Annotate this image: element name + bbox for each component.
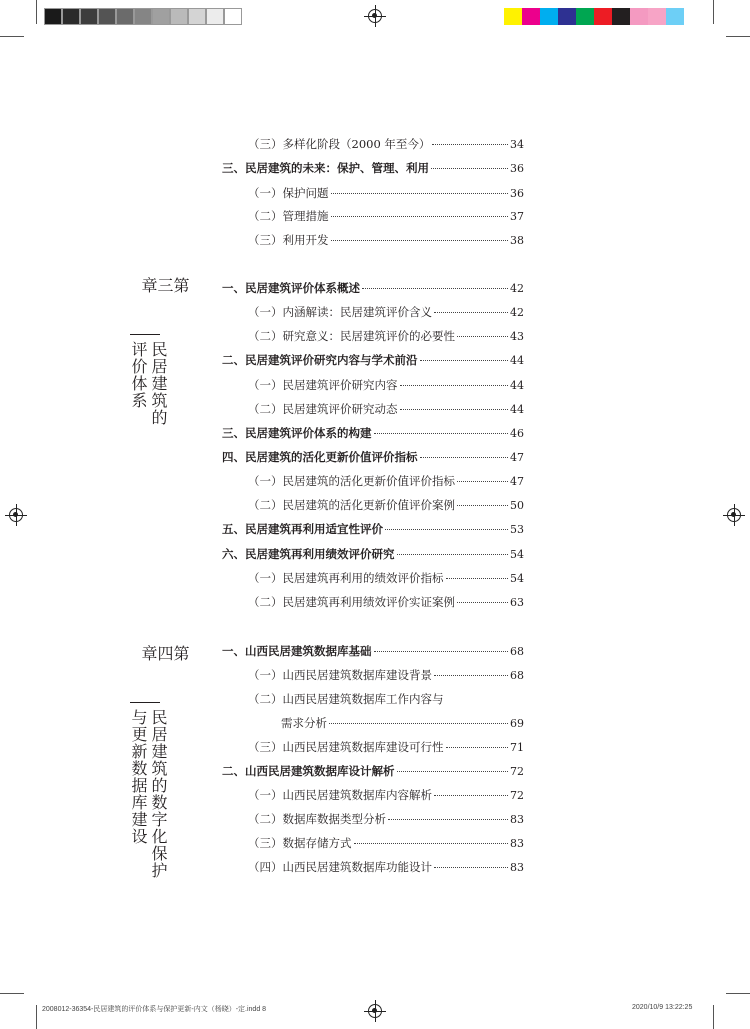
crop-mark: [36, 1005, 37, 1029]
toc-page-number: 63: [510, 596, 524, 609]
registration-mark-right: [727, 508, 741, 522]
color-swatch: [630, 8, 648, 25]
dot-leader: [362, 288, 508, 289]
gray-swatch: [44, 8, 62, 25]
toc-subsection-entry: [248, 594, 524, 610]
footer-timestamp: 2020/10/9 13:22:25: [632, 1004, 693, 1011]
toc-page-number: 37: [510, 210, 524, 223]
color-swatch: [522, 8, 540, 25]
dot-leader: [457, 505, 508, 506]
toc-subsection-entry: [248, 835, 524, 851]
dot-leader: [446, 747, 509, 748]
toc-entry-title: （四）山西民居建筑数据库功能设计: [248, 860, 432, 874]
toc-page-number: 44: [510, 403, 524, 416]
toc-subsection-entry: [248, 811, 524, 827]
toc-entry-title: （二）民居建筑再利用绩效评价实证案例: [248, 595, 455, 609]
toc-entry-title: （二）数据库数据类型分析: [248, 812, 386, 826]
toc-section-entry: [222, 280, 524, 296]
toc-section-entry: [222, 449, 524, 465]
color-swatch: [540, 8, 558, 25]
toc-page-number: 36: [510, 187, 524, 200]
dot-leader: [388, 819, 508, 820]
toc-subsection-entry: [248, 691, 524, 707]
crop-mark: [713, 0, 714, 24]
toc-page-number: 44: [510, 379, 524, 392]
dot-leader: [420, 457, 509, 458]
chapter-number: 第四章: [139, 645, 190, 663]
dot-leader: [457, 481, 508, 482]
gray-swatch: [134, 8, 152, 25]
toc-entry-title: （二）民居建筑评价研究动态: [248, 402, 398, 416]
crop-mark: [726, 36, 750, 37]
toc-subsection-entry: [281, 715, 524, 731]
toc-entry-title: （一）保护问题: [248, 186, 329, 200]
chapter-number: 第三章: [139, 277, 190, 295]
dot-leader: [374, 433, 509, 434]
toc-page-number: 34: [510, 138, 524, 151]
dot-leader: [397, 771, 509, 772]
toc-entry-title: （一）民居建筑评价研究内容: [248, 378, 398, 392]
dot-leader: [434, 675, 508, 676]
toc-subsection-entry: [248, 136, 524, 152]
toc-page-number: 43: [510, 330, 524, 343]
dot-leader: [385, 529, 508, 530]
chapter-title-line: 民居建筑的数字化保护: [149, 709, 168, 879]
toc-page-number: 50: [510, 499, 524, 512]
toc-page-number: 42: [510, 282, 524, 295]
toc-page-number: 72: [510, 765, 524, 778]
toc-subsection-entry: [248, 570, 524, 586]
gray-swatch: [224, 8, 242, 25]
chapter-title-line: 与更新数据库建设: [129, 709, 148, 845]
toc-page-number: 38: [510, 234, 524, 247]
toc-entry-title: 二、山西民居建筑数据库设计解析: [222, 764, 395, 778]
chapter-title-line: 民居建筑的: [149, 341, 168, 426]
toc-page-number: 83: [510, 861, 524, 874]
color-swatch: [648, 8, 666, 25]
toc-subsection-entry: [248, 185, 524, 201]
toc-section-entry: [222, 546, 524, 562]
toc-entry-title: （三）数据存储方式: [248, 836, 352, 850]
toc-section-entry: [222, 160, 524, 176]
toc-entry-title: （一）民居建筑的活化更新价值评价指标: [248, 474, 455, 488]
color-swatch: [684, 8, 702, 25]
color-calibration-bar: [504, 8, 702, 25]
toc-page-number: 54: [510, 572, 524, 585]
color-swatch: [576, 8, 594, 25]
toc-entry-title: （一）山西民居建筑数据库建设背景: [248, 668, 432, 682]
chapter-divider: [130, 702, 160, 703]
color-swatch: [612, 8, 630, 25]
toc-subsection-entry: [248, 232, 524, 248]
toc-subsection-entry: [248, 208, 524, 224]
chapter-title-line: 评价体系: [129, 341, 148, 409]
dot-leader: [434, 867, 508, 868]
toc-entry-title: 三、民居建筑评价体系的构建: [222, 426, 372, 440]
crop-mark: [36, 0, 37, 24]
toc-entry-title: （三）利用开发: [248, 233, 329, 247]
toc-subsection-entry: [248, 739, 524, 755]
toc-entry-title: 六、民居建筑再利用绩效评价研究: [222, 547, 395, 561]
toc-section-entry: [222, 425, 524, 441]
toc-entry-title: （一）山西民居建筑数据库内容解析: [248, 788, 432, 802]
crop-mark: [726, 993, 750, 994]
toc-page-number: 42: [510, 306, 524, 319]
toc-page-number: 47: [510, 475, 524, 488]
toc-page-number: 71: [510, 741, 524, 754]
dot-leader: [331, 193, 509, 194]
toc-subsection-entry: [248, 497, 524, 513]
dot-leader: [397, 554, 509, 555]
color-swatch: [594, 8, 612, 25]
dot-leader: [400, 385, 509, 386]
toc-page-number: 47: [510, 451, 524, 464]
dot-leader: [374, 651, 509, 652]
gray-swatch: [188, 8, 206, 25]
registration-mark-bottom: [368, 1004, 382, 1018]
toc-page-number: 36: [510, 162, 524, 175]
toc-entry-title: 四、民居建筑的活化更新价值评价指标: [222, 450, 418, 464]
dot-leader: [331, 240, 509, 241]
toc-page-number: 53: [510, 523, 524, 536]
gray-swatch: [170, 8, 188, 25]
toc-subsection-entry: [248, 401, 524, 417]
toc-page-number: 54: [510, 548, 524, 561]
toc-entry-title: （二）研究意义：民居建筑评价的必要性: [248, 329, 455, 343]
crop-mark: [0, 993, 24, 994]
gray-swatch: [152, 8, 170, 25]
toc-entry-title: （一）民居建筑再利用的绩效评价指标: [248, 571, 444, 585]
toc-page-number: 69: [510, 717, 524, 730]
footer-file-info: 2008012-36354-民居建筑的评价体系与保护更新-内文（杨晓）-定.indd 8: [42, 1006, 267, 1013]
toc-subsection-entry: [248, 473, 524, 489]
dot-leader: [420, 360, 509, 361]
dot-leader: [446, 578, 509, 579]
toc-entry-title: （二）管理措施: [248, 209, 329, 223]
dot-leader: [400, 409, 509, 410]
dot-leader: [434, 795, 508, 796]
toc-entry-title: （一）内涵解读：民居建筑评价含义: [248, 305, 432, 319]
dot-leader: [329, 723, 508, 724]
dot-leader: [434, 312, 508, 313]
color-swatch: [558, 8, 576, 25]
toc-page-number: 72: [510, 789, 524, 802]
toc-page-number: 68: [510, 669, 524, 682]
gray-swatch: [98, 8, 116, 25]
toc-subsection-entry: [248, 377, 524, 393]
toc-page-number: 46: [510, 427, 524, 440]
dot-leader: [457, 602, 508, 603]
dot-leader: [431, 168, 508, 169]
dot-leader: [457, 336, 508, 337]
toc-subsection-entry: [248, 859, 524, 875]
toc-entry-title: 一、山西民居建筑数据库基础: [222, 644, 372, 658]
toc-entry-title: （二）山西民居建筑数据库工作内容与: [248, 692, 444, 706]
toc-entry-title: 二、民居建筑评价研究内容与学术前沿: [222, 353, 418, 367]
grayscale-calibration-bar: [44, 8, 242, 25]
toc-entry-title: （三）多样化阶段（2000 年至今）: [248, 137, 431, 151]
toc-entry-title: 一、民居建筑评价体系概述: [222, 281, 360, 295]
gray-swatch: [116, 8, 134, 25]
gray-swatch: [62, 8, 80, 25]
dot-leader: [354, 843, 509, 844]
toc-section-entry: [222, 763, 524, 779]
toc-page-number: 83: [510, 837, 524, 850]
toc-subsection-entry: [248, 667, 524, 683]
toc-section-entry: [222, 352, 524, 368]
gray-swatch: [80, 8, 98, 25]
color-swatch: [666, 8, 684, 25]
toc-entry-title: 需求分析: [281, 716, 327, 730]
toc-entry-title: （二）民居建筑的活化更新价值评价案例: [248, 498, 455, 512]
toc-section-entry: [222, 521, 524, 537]
toc-page-number: 83: [510, 813, 524, 826]
toc-subsection-entry: [248, 328, 524, 344]
chapter-divider: [130, 334, 160, 335]
toc-page-number: 68: [510, 645, 524, 658]
dot-leader: [331, 216, 509, 217]
toc-page-number: 44: [510, 354, 524, 367]
toc-entry-title: （三）山西民居建筑数据库建设可行性: [248, 740, 444, 754]
registration-mark-top: [368, 9, 382, 23]
toc-section-entry: [222, 643, 524, 659]
toc-entry-title: 三、民居建筑的未来：保护、管理、利用: [222, 161, 429, 175]
color-swatch: [504, 8, 522, 25]
toc-subsection-entry: [248, 787, 524, 803]
dot-leader: [432, 144, 508, 145]
crop-mark: [0, 36, 24, 37]
toc-subsection-entry: [248, 304, 524, 320]
crop-mark: [713, 1005, 714, 1029]
registration-mark-left: [9, 508, 23, 522]
toc-entry-title: 五、民居建筑再利用适宜性评价: [222, 522, 383, 536]
gray-swatch: [206, 8, 224, 25]
